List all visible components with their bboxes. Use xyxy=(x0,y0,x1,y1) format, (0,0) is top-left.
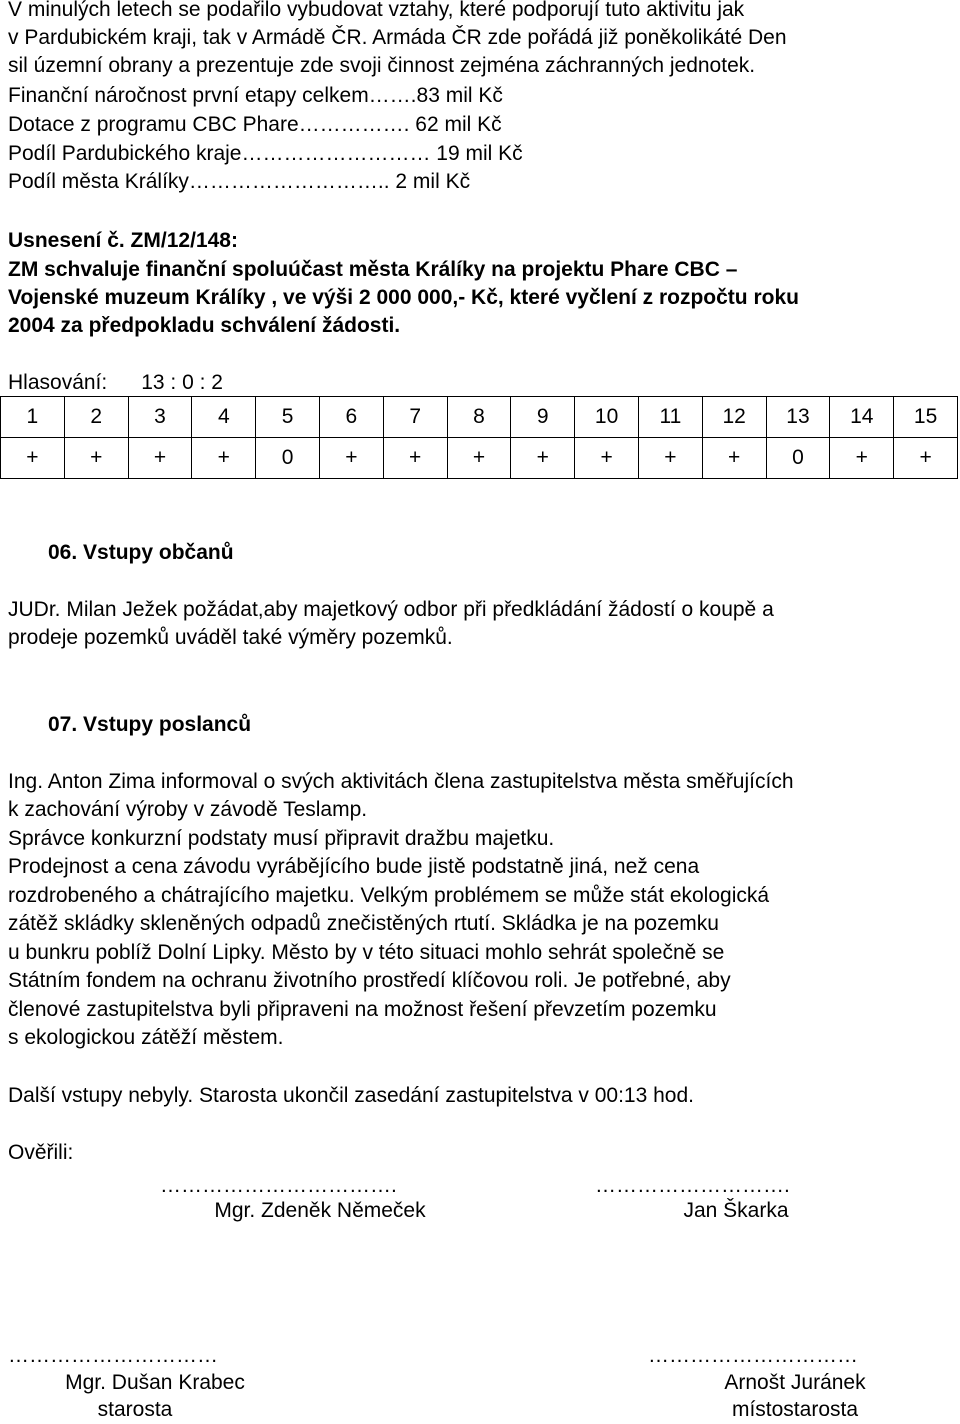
deputy-mayor-name: Arnošt Juránek xyxy=(724,1371,866,1394)
resolution-line-1: ZM schvaluje finanční spoluúčast města Králíky na projektu Phare CBC – xyxy=(8,258,738,281)
mayor-name: Mgr. Dušan Krabec xyxy=(65,1371,245,1394)
section-07-line-5: rozdrobeného a chátrajícího majetku. Velkým problémem se může stát ekologická xyxy=(8,884,770,907)
signature-line-1: ……………………………. xyxy=(160,1174,397,1197)
section-07-line-1: Ing. Anton Zima informoval o svých aktivitách člena zastupitelstva města směřujících xyxy=(8,770,794,793)
section-07-line-4: Prodejnost a cena závodu vyrábějícího bude jistě podstatně jiná, než cena xyxy=(8,855,700,878)
member-number: 4 xyxy=(192,397,256,438)
member-vote: 0 xyxy=(766,438,830,479)
deputy-mayor-role: místostarosta xyxy=(731,1398,859,1421)
finance-town: Podíl města Králíky……………………….. 2 mil Kč xyxy=(8,170,471,193)
signature-line-2: ………………………. xyxy=(595,1174,790,1197)
member-number: 1 xyxy=(1,397,65,438)
member-number: 6 xyxy=(319,397,383,438)
mayor-role: starosta xyxy=(97,1398,173,1421)
verifier-1-name: Mgr. Zdeněk Němeček xyxy=(214,1199,426,1222)
member-number: 10 xyxy=(575,397,639,438)
member-number: 13 xyxy=(766,397,830,438)
member-vote: + xyxy=(830,438,894,479)
signature-line-4: ………………………… xyxy=(648,1344,858,1367)
member-number: 7 xyxy=(383,397,447,438)
member-vote: 0 xyxy=(256,438,320,479)
member-vote: + xyxy=(511,438,575,479)
member-vote: + xyxy=(192,438,256,479)
finance-phare: Dotace z programu CBC Phare……………. 62 mil Kč xyxy=(8,113,502,136)
member-vote: + xyxy=(575,438,639,479)
section-06-line-1: JUDr. Milan Ježek požádat,aby majetkový odbor při předkládání žádostí o koupě a xyxy=(8,598,774,621)
member-number: 15 xyxy=(894,397,958,438)
section-07-line-2: k zachování výroby v závodě Teslamp. xyxy=(8,798,368,821)
resolution-title: Usnesení č. ZM/12/148: xyxy=(8,229,238,252)
member-number: 3 xyxy=(128,397,192,438)
member-vote: + xyxy=(128,438,192,479)
verifier-2-name: Jan Škarka xyxy=(683,1199,789,1222)
resolution-line-3: 2004 za předpokladu schválení žádosti. xyxy=(8,314,401,337)
member-vote: + xyxy=(638,438,702,479)
voting-votes-row xyxy=(1,438,958,479)
closing-statement: Další vstupy nebyly. Starosta ukončil zasedání zastupitelstva v 00:13 hod. xyxy=(8,1084,694,1107)
voting-table xyxy=(0,396,958,479)
member-vote: + xyxy=(383,438,447,479)
section-07-line-6: zátěž skládky skleněných odpadů znečistěných rtutí. Skládka je na pozemku xyxy=(8,912,719,935)
member-number: 11 xyxy=(638,397,702,438)
section-06-line-2: prodeje pozemků uváděl také výměry pozemků. xyxy=(8,626,453,649)
member-vote: + xyxy=(64,438,128,479)
member-number: 12 xyxy=(702,397,766,438)
intro-line-2: v Pardubickém kraji, tak v Armádě ČR. Armáda ČR zde pořádá již poněkolikáté Den xyxy=(8,26,787,49)
member-number: 9 xyxy=(511,397,575,438)
member-number: 2 xyxy=(64,397,128,438)
voting-summary xyxy=(8,369,223,397)
section-07-line-7: u bunkru poblíž Dolní Lipky. Město by v této situaci mohlo sehrát společně se xyxy=(8,941,725,964)
member-number: 5 xyxy=(256,397,320,438)
section-07-line-8: Státním fondem na ochranu životního prostředí klíčovou roli. Je potřebné, aby xyxy=(8,969,731,992)
voting-numbers-row xyxy=(1,397,958,438)
section-07-line-9: členové zastupitelstva byli připraveni na možnost řešení převzetím pozemku xyxy=(8,998,717,1021)
finance-total: Finanční náročnost první etapy celkem…….83 mil Kč xyxy=(8,84,503,107)
voting-label: Hlasování: xyxy=(8,371,108,394)
member-number: 8 xyxy=(447,397,511,438)
section-07-heading: 07. Vstupy poslanců xyxy=(48,713,252,736)
member-vote: + xyxy=(894,438,958,479)
member-vote: + xyxy=(702,438,766,479)
member-vote: + xyxy=(319,438,383,479)
member-number: 14 xyxy=(830,397,894,438)
finance-region: Podíl Pardubického kraje……………………… 19 mil Kč xyxy=(8,142,523,165)
section-06-heading: 06. Vstupy občanů xyxy=(48,541,234,564)
voting-result: 13 : 0 : 2 xyxy=(141,371,223,394)
intro-line-1: V minulých letech se podařilo vybudovat vztahy, které podporují tuto aktivitu jak xyxy=(8,0,745,21)
section-07-line-3: Správce konkurzní podstaty musí připravit dražbu majetku. xyxy=(8,827,555,850)
member-vote: + xyxy=(447,438,511,479)
intro-line-3: sil územní obrany a prezentuje zde svoji činnost zejména záchranných jednotek. xyxy=(8,54,756,77)
signature-line-3: ………………………… xyxy=(8,1344,218,1367)
section-07-line-10: s ekologickou zátěží městem. xyxy=(8,1026,284,1049)
resolution-line-2: Vojenské muzeum Králíky , ve výši 2 000 000,- Kč, které vyčlení z rozpočtu roku xyxy=(8,286,799,309)
verified-label: Ověřili: xyxy=(8,1141,74,1164)
member-vote: + xyxy=(1,438,65,479)
